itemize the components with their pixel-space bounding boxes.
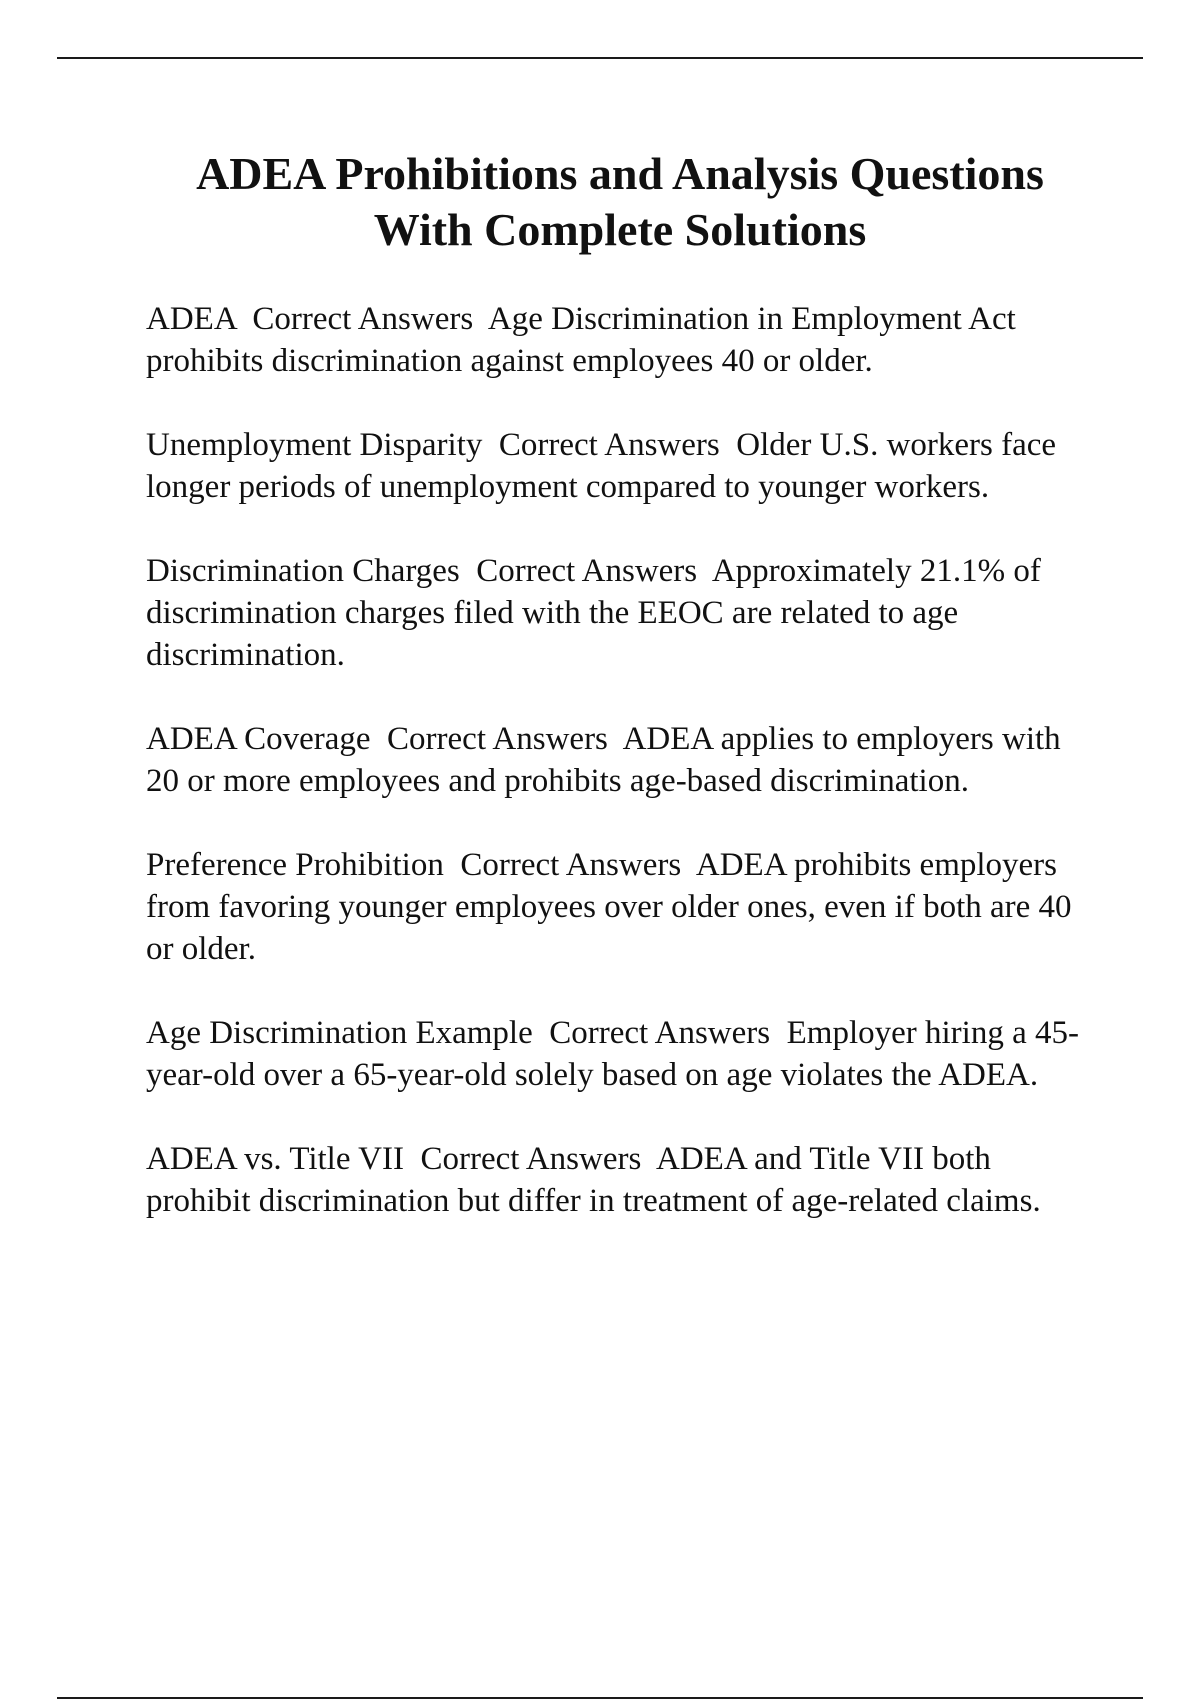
qa-term: Discrimination Charges xyxy=(146,553,460,589)
qa-term: ADEA xyxy=(146,301,236,337)
qa-separator: Correct Answers xyxy=(482,427,737,463)
qa-entry-adea xyxy=(146,298,1096,382)
qa-entry-preference-prohibition xyxy=(146,844,1096,970)
qa-separator: Correct Answers xyxy=(370,721,623,757)
qa-entry-unemployment-disparity xyxy=(146,424,1096,508)
qa-term: Unemployment Disparity xyxy=(146,427,483,463)
qa-term: ADEA Coverage xyxy=(146,721,371,757)
qa-answer: Employer hiring a 45-year-old over a 65-year-old solely based on age violates the ADEA. xyxy=(146,1015,1079,1093)
qa-separator: Correct Answers xyxy=(459,553,712,589)
qa-answer: ADEA prohibits employers from favoring younger employees over older ones, even if both are 40 or older. xyxy=(146,847,1080,967)
qa-list xyxy=(146,298,1096,1264)
qa-term: Age Discrimination Example xyxy=(146,1015,533,1051)
qa-separator: Correct Answers xyxy=(235,301,488,337)
qa-answer: Older U.S. workers face longer periods of unemployment compared to younger workers. xyxy=(146,427,1065,505)
qa-separator: Correct Answers xyxy=(443,847,696,883)
bottom-divider xyxy=(57,1697,1143,1699)
qa-entry-discrimination-charges xyxy=(146,550,1096,676)
qa-separator: Correct Answers xyxy=(403,1141,656,1177)
title-line-1: ADEA Prohibitions and Analysis Questions xyxy=(196,148,1044,199)
qa-term: Preference Prohibition xyxy=(146,847,444,883)
qa-term: ADEA vs. Title VII xyxy=(146,1141,404,1177)
qa-answer: ADEA applies to employers with 20 or more employees and prohibits age-based discrimination. xyxy=(146,721,1069,799)
qa-answer: Approximately 21.1% of discrimination charges filed with the EEOC are related to age discrimination. xyxy=(146,553,1050,673)
title-line-2: With Complete Solutions xyxy=(373,204,867,255)
qa-entry-adea-coverage xyxy=(146,718,1096,802)
page-title xyxy=(100,146,1140,258)
qa-answer: Age Discrimination in Employment Act prohibits discrimination against employees 40 or older. xyxy=(146,301,1025,379)
qa-answer: ADEA and Title VII both prohibit discrimination but differ in treatment of age-related claims. xyxy=(146,1141,1041,1219)
qa-entry-age-discrimination-example xyxy=(146,1012,1096,1096)
qa-entry-adea-vs-title-vii xyxy=(146,1138,1096,1222)
qa-separator: Correct Answers xyxy=(532,1015,787,1051)
top-divider xyxy=(57,57,1143,59)
